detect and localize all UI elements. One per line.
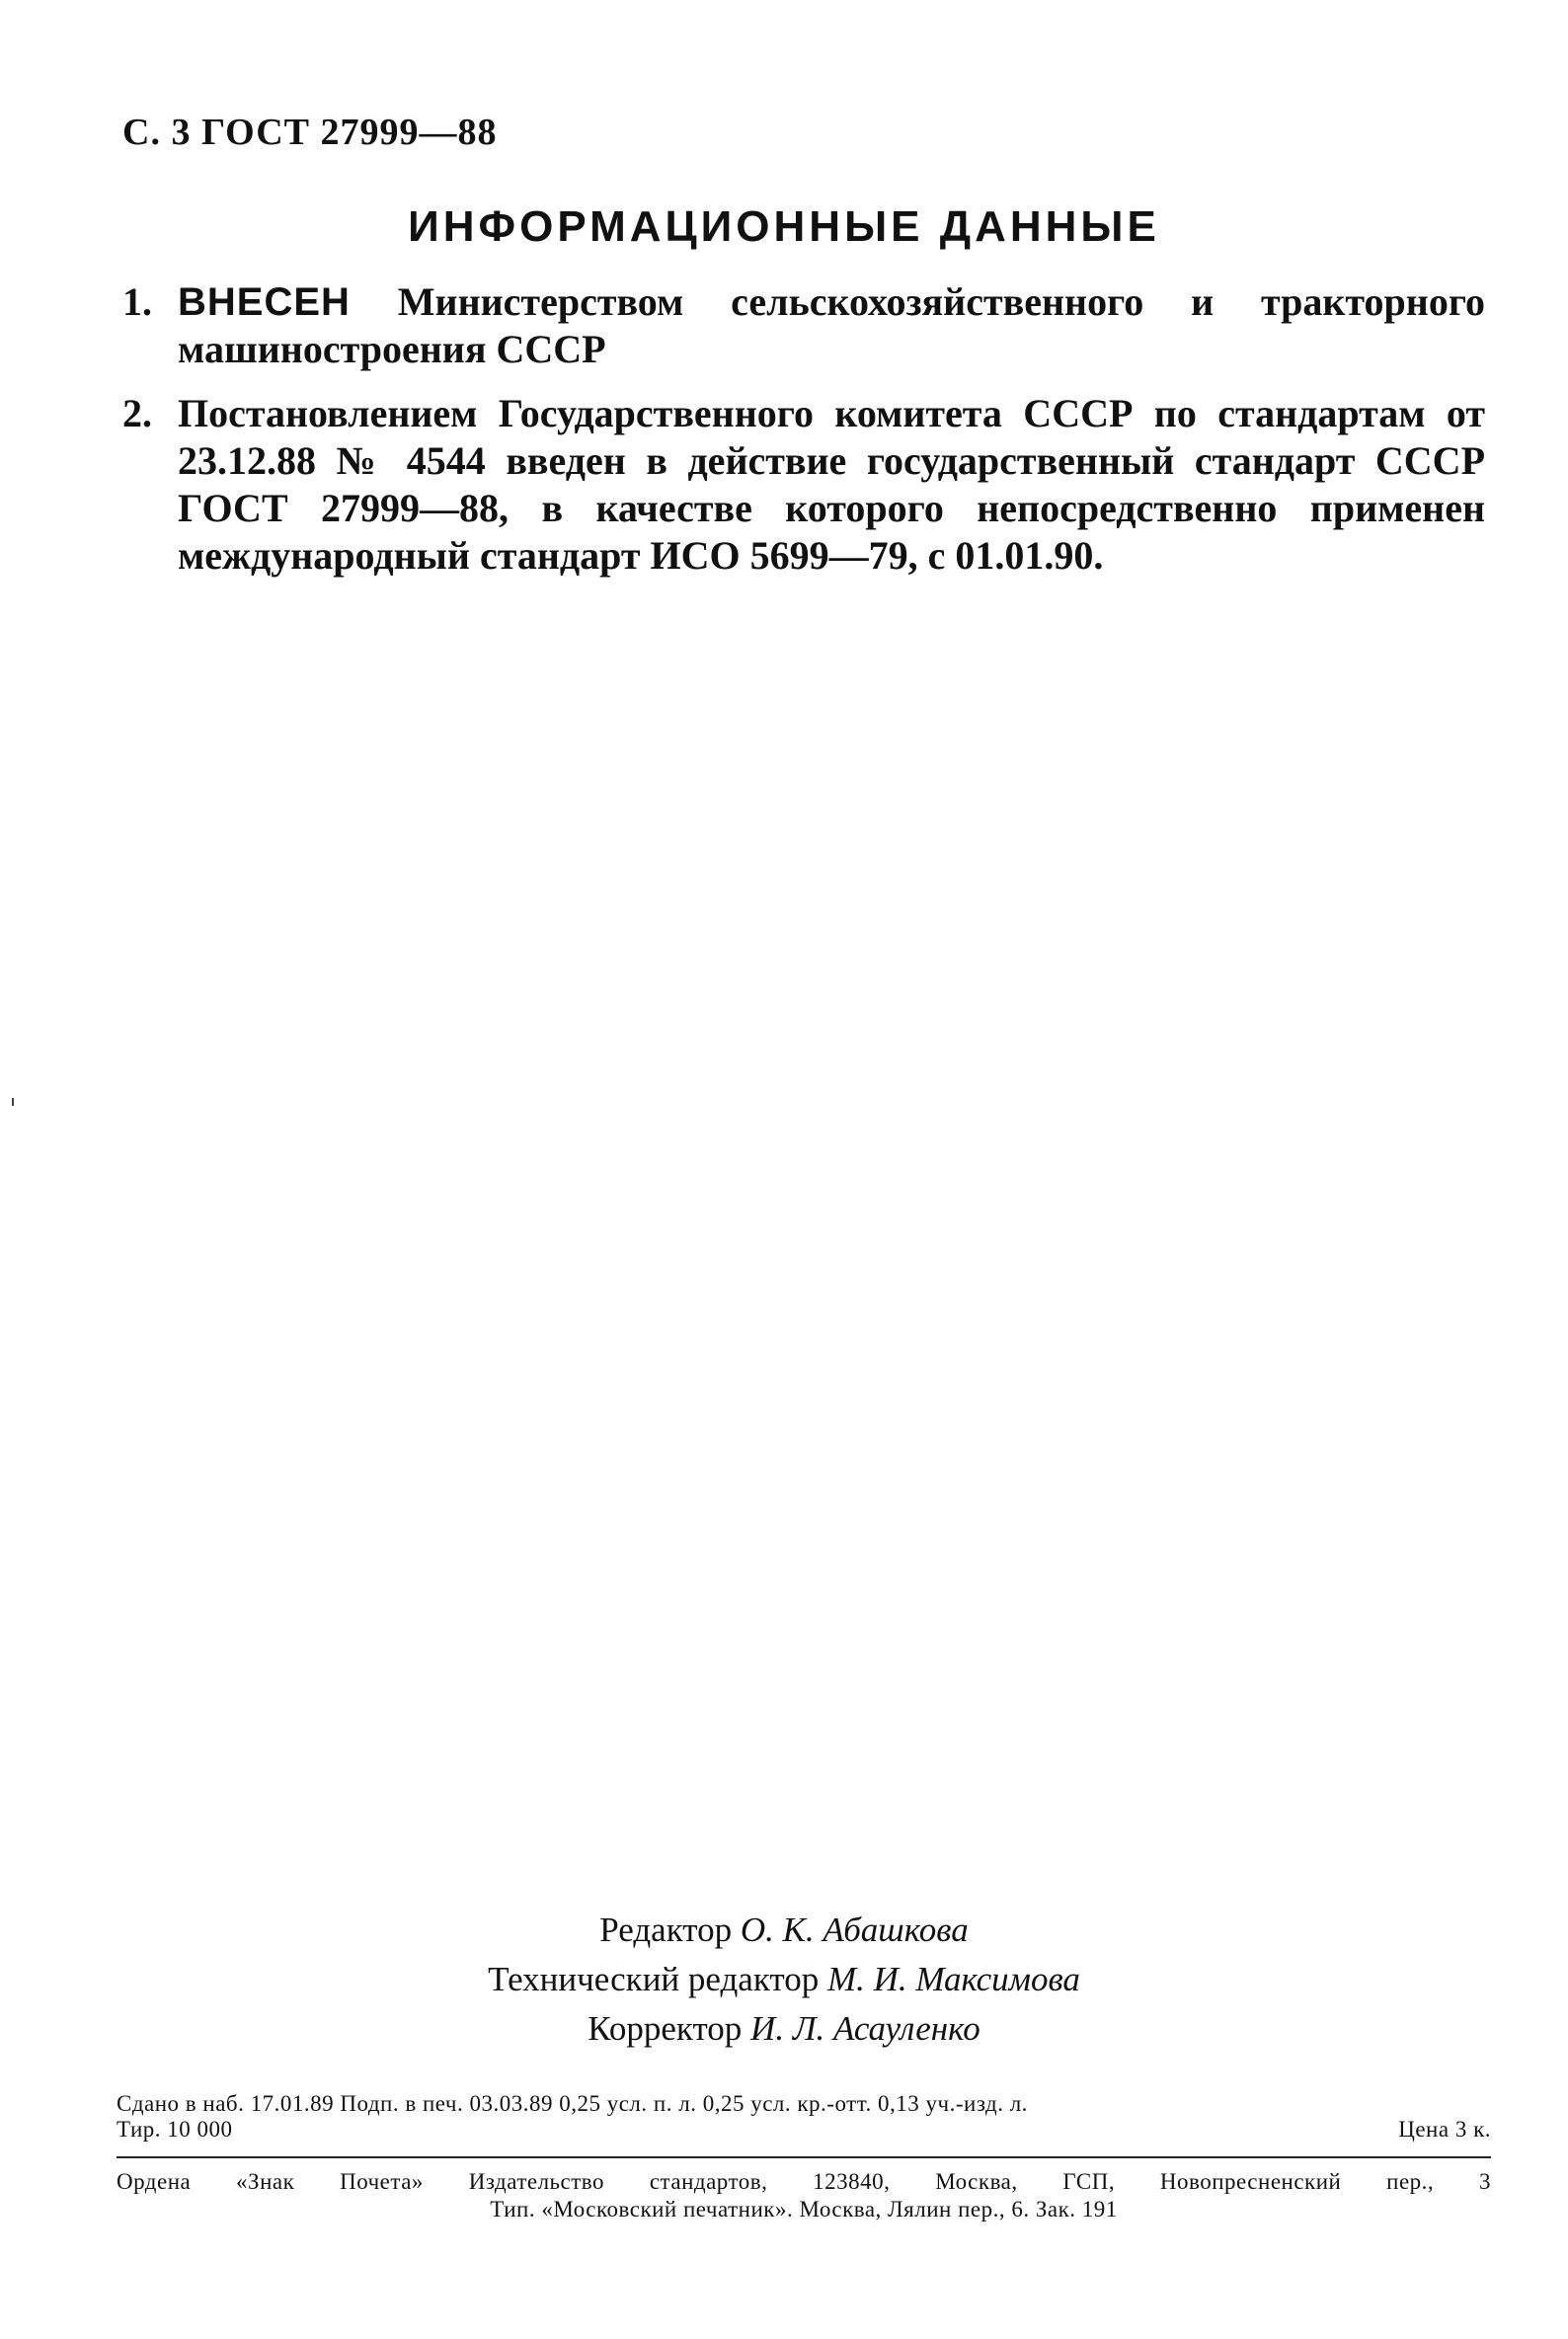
imprint-price: Цена 3 к. [1398,2117,1491,2142]
credit-person: М. И. Максимова [826,1960,1080,1998]
editorial-credits [0,1906,1568,2054]
item-number: 1. [122,279,152,324]
item-body: Министерством сельскохозяйственного и тракторного машиностроения СССР [178,279,1486,371]
credit-role: Технический редактор [488,1960,820,1998]
section-title: ИНФОРМАЦИОННЫЕ ДАННЫЕ [408,202,1160,251]
credit-line [0,1955,1568,2004]
info-item-2 [122,390,1485,580]
imprint-circulation-row [117,2117,1491,2143]
item-text [178,278,1485,373]
publisher-line: Ордена «Знак Почета» Издательство стандартов, 123840, Москва, ГСП, Новопресненский пер., 3 [117,2169,1491,2194]
credit-role: Корректор [588,2009,743,2048]
credit-person: И. Л. Асауленко [750,2009,980,2048]
scan-speck [12,1098,14,1106]
credit-line [0,1906,1568,1955]
imprint-circulation: Тир. 10 000 [117,2117,233,2142]
item-lead: ВНЕСЕН [178,280,351,324]
page-header: С. 3 ГОСТ 27999—88 [122,112,498,153]
imprint-divider [117,2156,1491,2158]
credit-person: О. К. Абашкова [740,1910,969,1949]
item-text [178,390,1485,580]
item-body: Постановлением Государственного комитета СССР по стандартам от 23.12.88 № 4544 введен в действие государственный стандарт СССР ГОСТ 27999—88, в качестве которого непосредственно применен международный стандарт ИСО 5699—79, с 01.01.90. [178,391,1485,578]
printer-line: Тип. «Московский печатник». Москва, Лялин пер., 6. Зак. 191 [490,2197,1118,2222]
credit-line [0,2004,1568,2054]
credit-role: Редактор [599,1910,733,1949]
item-number: 2. [122,391,152,435]
info-item-1 [122,278,1485,373]
imprint-dates: Сдано в наб. 17.01.89 Подп. в печ. 03.03.89 0,25 усл. п. л. 0,25 усл. кр.-отт. 0,13 уч.-изд. л. [117,2091,1028,2116]
